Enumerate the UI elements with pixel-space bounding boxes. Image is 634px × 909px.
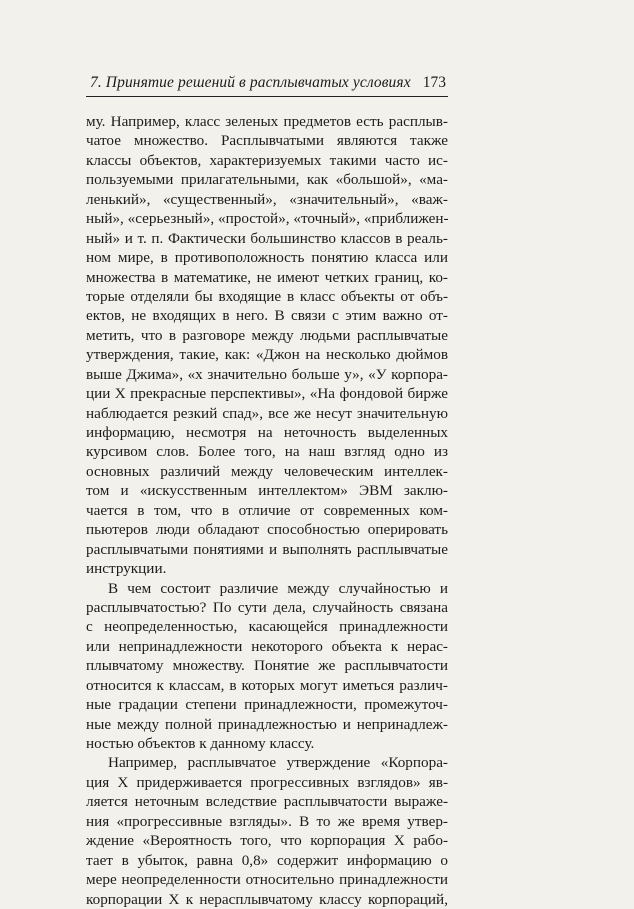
paragraph-end-line: ностью объектов к данному классу. [86,735,315,752]
text-line: расплывчатостью? По сути дела, случайность связана [86,598,448,616]
text-line: расплывчатыми понятиями и выполнять расплывчатые [86,540,448,558]
text-line: корпорации X к нерасплывчатому классу корпораций, [86,890,448,908]
text-line: плывчатому множеству. Понятие же расплывчатости [86,657,448,675]
text-line: ляется неточным вследствие расплывчатости выраже- [86,793,448,811]
text-line: торые отделяли бы входящие в класс объекты от объ- [86,287,448,305]
text-line: ция X придерживается прогрессивных взглядов» яв- [86,773,448,791]
body-text [86,112,448,909]
text-line: с неопределенностью, касающейся принадлежности [86,618,448,636]
text-line: ждение «Вероятность того, что корпорация X рабо- [86,832,448,850]
text-line: множества в математике, не имеют четких границ, ко- [86,268,448,286]
chapter-title: 7. Принятие решений в расплывчатых условиях [90,74,411,91]
text-line: пьютеров люди обладают способностью оперировать [86,521,448,539]
running-header [86,68,448,97]
text-line: информацию, несмотря на неточность выделенных [86,424,448,441]
text-line: ектов, не входящих в него. В связи с этим важно от- [86,307,448,325]
paragraph-end-line: инструкции. [86,560,167,578]
text-line: ный» и т. п. Фактически большинство классов в реаль- [86,229,448,247]
text-line: му. Например, класс зеленых предметов есть расплыв- [86,113,448,130]
text-line: ленький», «существенный», «значительный», «важ- [86,190,448,208]
text-line: выше Джима», «х значительно больше у», «У корпора- [86,365,448,383]
text-line: ния «прогрессивные взгляды». В то же время утвер- [86,812,448,830]
text-line: классы объектов, характеризуемых такими часто ис- [86,151,448,169]
text-line: метить, что в разговоре между людьми расплывчатые [86,326,448,344]
text-line: пользуемыми прилагательными, как «большой», «ма- [86,171,448,189]
text-line: мере неопределенности относительно принадлежности [86,871,448,889]
text-line: чается в том, что в отличие от современных ком- [86,501,448,519]
paragraph-start-line: Например, расплывчатое утверждение «Корпора- [108,754,448,772]
text-line: том и «искусственным интеллектом» ЭВМ заклю- [86,482,448,500]
paragraph-start-line: В чем состоит различие между случайностью и [108,579,448,597]
text-line: ции X прекрасные перспективы», «На фондовой бирже [86,385,448,403]
text-line: основных различий между человеческим интеллек- [86,462,448,480]
text-line: ные градации степени принадлежности, промежуточ- [86,696,448,714]
text-line: относится к классам, в которых могут иметься различ- [86,676,448,694]
text-line: курсивом слов. Более того, на наш взгляд одно из [86,443,448,461]
text-line: наблюдается резкий спад», все же несут значительную [86,404,448,422]
text-line: ные между полной принадлежностью и непринадлеж- [86,715,448,733]
text-line: утверждения, такие, как: «Джон на несколько дюймов [86,346,448,364]
page-number: 173 [422,74,446,91]
text-line: или непринадлежности некоторого объекта к нерас- [86,637,448,655]
text-line: ный», «серьезный», «простой», «точный», «приближен- [86,210,449,228]
text-line: чатое множество. Расплывчатыми являются также [86,132,448,150]
text-line: тает в убыток, равна 0,8» содержит информацию о [86,851,448,869]
text-line: ном мире, в противоположность понятию класса или [86,249,448,267]
